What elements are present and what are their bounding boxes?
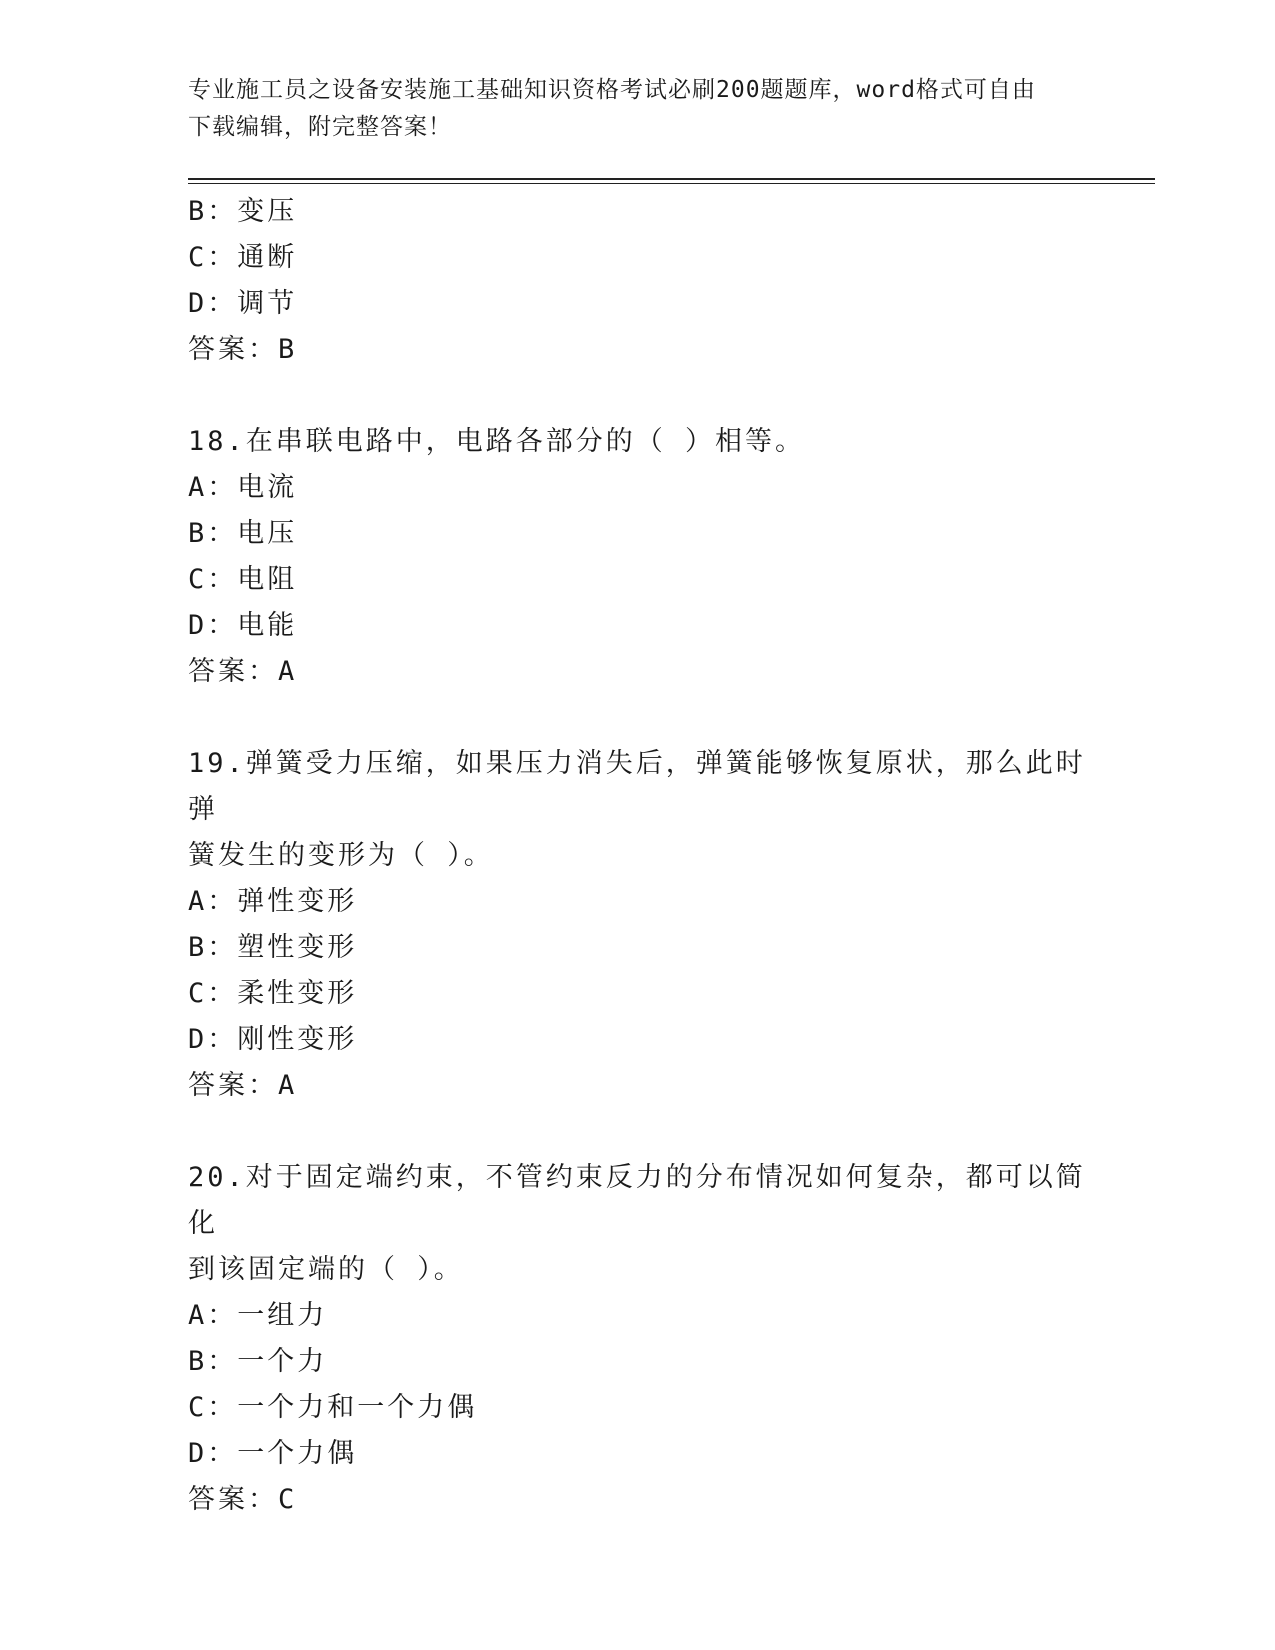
question-text-line-1: 20.对于固定端约束，不管约束反力的分布情况如何复杂，都可以简化 [188,1162,1086,1239]
answer-line: 答案：A [188,656,298,687]
option-c: C：一个力和一个力偶 [188,1392,478,1423]
option-d: D：一个力偶 [188,1438,358,1469]
option-d: D：电能 [188,610,298,641]
question-text-line-2: 到该固定端的（ ）。 [188,1254,464,1285]
question-block-19 [188,741,1088,1109]
spacer [188,1109,1088,1155]
header-title-line-2: 下载编辑，附完整答案！ [188,114,452,140]
question-text-line-1: 19.弹簧受力压缩，如果压力消失后，弹簧能够恢复原状，那么此时弹 [188,748,1086,825]
option-a: A：弹性变形 [188,886,358,917]
option-a: A：一组力 [188,1300,328,1331]
option-a: A：电流 [188,472,298,503]
option-b: B：电压 [188,518,298,549]
option-b: B：一个力 [188,1346,328,1377]
answer-line: 答案：C [188,1484,298,1515]
option-d: D：调节 [188,288,298,319]
question-text: 18.在串联电路中，电路各部分的（ ）相等。 [188,426,806,457]
question-text-line-2: 簧发生的变形为（ ）。 [188,840,494,871]
question-block-18 [188,419,1088,695]
header-title-line-1: 专业施工员之设备安装施工基础知识资格考试必刷200题题库，word格式可自由 [188,77,1036,103]
question-block-20 [188,1155,1088,1523]
question-list [188,189,1088,1523]
document-header [188,72,1068,146]
spacer [188,373,1088,419]
option-d: D：刚性变形 [188,1024,358,1055]
option-c: C：电阻 [188,564,298,595]
option-b: B：变压 [188,196,298,227]
answer-line: 答案：A [188,1070,298,1101]
question-block-17 [188,189,1088,373]
header-divider-thin [188,183,1155,184]
option-b: B：塑性变形 [188,932,358,963]
spacer [188,695,1088,741]
document-page [188,0,1155,1650]
header-divider-thick [188,178,1155,180]
option-c: C：柔性变形 [188,978,358,1009]
option-c: C：通断 [188,242,298,273]
answer-line: 答案：B [188,334,298,365]
